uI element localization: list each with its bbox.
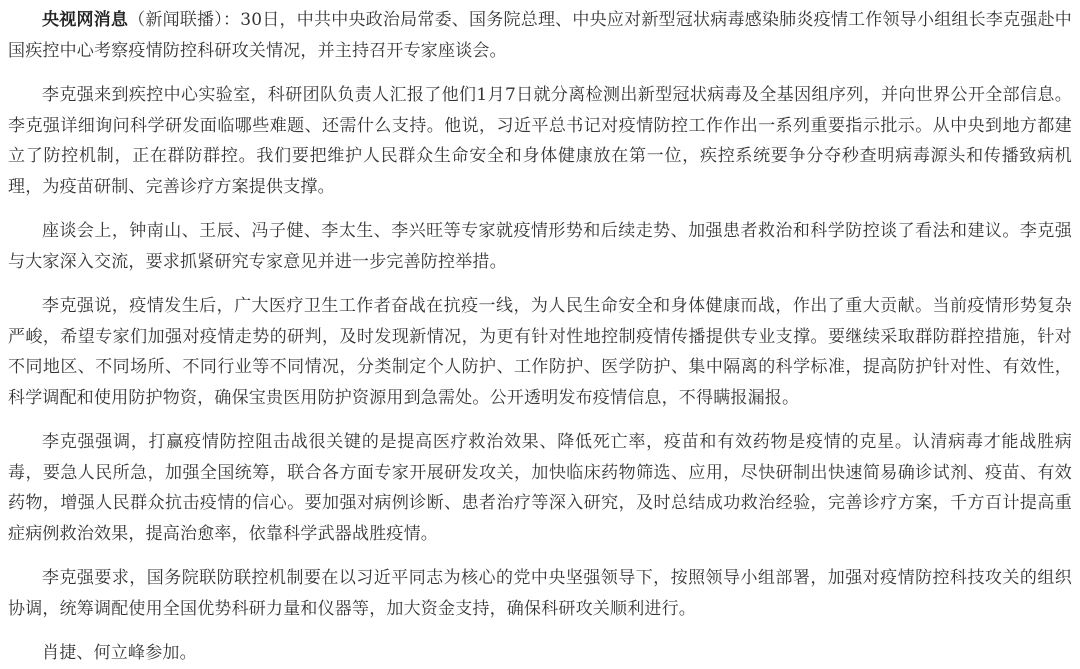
article-paragraph: 李克强强调，打赢疫情防控阻击战很关键的是提高医疗救治效果、降低死亡率，疫苗和有效药物是疫情的克星。认清病毒才能战胜病毒，要急人民所急，加强全国统筹，联合各方面专家开展研发攻关，加快临床药物筛选、应用，尽快研制出快速简易确诊试剂、疫苗、有效药物，增强人民群众抗击疫情的信心。要加强对病例诊断、患者治疗等深入研究，及时总结成功救治经验，完善诊疗方案，千方百计提高重症病例救治效果，提高治愈率，依靠科学武器战胜疫情。	[8, 432, 1072, 544]
article-paragraph: 李克强要求，国务院联防联控机制要在以习近平同志为核心的党中央坚强领导下，按照领导小组部署，加强对疫情防控科技攻关的组织协调，统筹调配使用全国优势科研力量和仪器等，加大资金支持，确保科研攻关顺利进行。	[8, 568, 1072, 619]
attendees-paragraph: 肖捷、何立峰参加。	[42, 643, 197, 663]
source-name: 央视网消息	[42, 10, 129, 30]
article-paragraph: 李克强说，疫情发生后，广大医疗卫生工作者奋战在抗疫一线，为人民生命安全和身体健康而战，作出了重大贡献。当前疫情形势复杂严峻，希望专家们加强对疫情走势的研判，及时发现新情况，为更有针对性地控制疫情传播提供专业支撑。要继续采取群防群控措施，针对不同地区、不同场所、不同行业等不同情况，分类制定个人防护、工作防护、医学防护、集中隔离的科学标准，提高防护针对性、有效性，科学调配和使用防护物资，确保宝贵医用防护资源用到急需处。公开透明发布疫情信息，不得瞒报漏报。	[8, 296, 1072, 408]
lead-paragraph	[8, 5, 1072, 66]
article-paragraph: 李克强来到疾控中心实验室，科研团队负责人汇报了他们1月7日就分离检测出新型冠状病毒及全基因组序列，并向世界公开全部信息。李克强详细询问科学研发面临哪些难题、还需什么支持。他说，习近平总书记对疫情防控工作作出一系列重要指示批示。从中央到地方都建立了防控机制，正在群防群控。我们要把维护人民群众生命安全和身体健康放在第一位，疾控系统要争分夺秒查明病毒源头和传播致病机理，为疫苗研制、完善诊疗方案提供支撑。	[8, 85, 1072, 197]
lead-text: ：30日，中共中央政治局常委、国务院总理、中央应对新型冠状病毒感染肺炎疫情工作领导小组组长李克强赴中国疾控中心考察疫情防控科研攻关情况，并主持召开专家座谈会。	[8, 10, 1072, 61]
article-paragraph: 座谈会上，钟南山、王辰、冯子健、李太生、李兴旺等专家就疫情形势和后续走势、加强患者救治和科学防控谈了看法和建议。李克强与大家深入交流，要求抓紧研究专家意见并进一步完善防控举措。	[8, 221, 1072, 272]
source-note: （新闻联播）	[128, 10, 224, 30]
